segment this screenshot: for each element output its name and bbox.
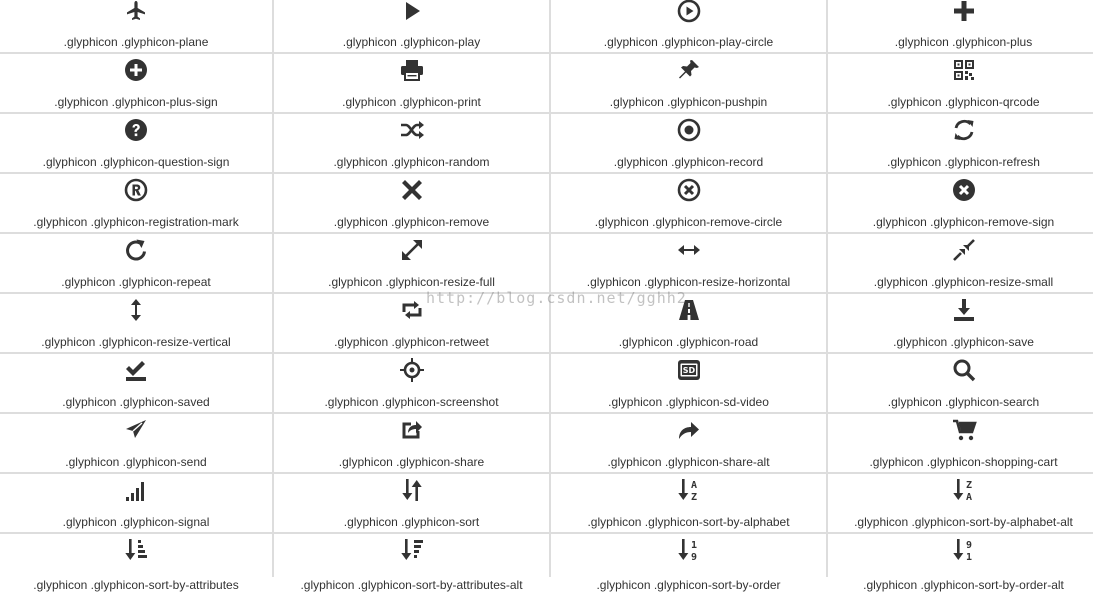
remove-icon <box>398 176 426 204</box>
glyph-cell <box>274 294 549 352</box>
glyph-cell <box>551 174 826 232</box>
glyph-cell <box>274 54 549 112</box>
search-icon <box>950 356 978 384</box>
glyph-cell <box>828 534 1093 595</box>
question-sign-icon <box>122 116 150 144</box>
glyph-class-label: .glyphicon .glyphicon-remove-circle <box>594 215 783 229</box>
save-icon <box>950 296 978 324</box>
glyph-class-label: .glyphicon .glyphicon-plus-sign <box>54 95 218 109</box>
glyph-class-label: .glyphicon .glyphicon-sd-video <box>608 395 769 409</box>
remove-sign-icon <box>950 176 978 204</box>
plus-icon <box>950 0 978 25</box>
svg-text:A: A <box>690 480 697 491</box>
plane-icon <box>122 0 150 25</box>
glyph-class-label: .glyphicon .glyphicon-record <box>613 155 764 169</box>
glyph-class-label: .glyphicon .glyphicon-remove <box>333 215 490 229</box>
glyph-cell <box>274 354 549 412</box>
remove-circle-icon <box>675 176 703 204</box>
glyph-class-label: .glyphicon .glyphicon-signal <box>62 515 210 529</box>
signal-icon <box>122 476 150 504</box>
glyph-cell <box>828 354 1093 412</box>
glyph-class-label: .glyphicon .glyphicon-sort-by-order <box>596 578 781 592</box>
play-icon <box>398 0 426 25</box>
qrcode-icon <box>950 56 978 84</box>
glyph-class-label: .glyphicon .glyphicon-road <box>618 335 759 349</box>
glyph-cell <box>551 534 826 595</box>
glyph-cell <box>0 54 272 112</box>
glyph-cell <box>551 414 826 472</box>
svg-text:9: 9 <box>690 552 697 563</box>
sort-by-attributes-alt-icon <box>398 536 426 564</box>
glyph-class-label: .glyphicon .glyphicon-print <box>342 95 481 109</box>
svg-text:1: 1 <box>690 540 697 551</box>
glyph-cell <box>274 234 549 292</box>
watermark: http://blog.csdn.net/gghh2 <box>426 289 687 307</box>
glyph-cell <box>551 294 826 352</box>
share-alt-icon <box>675 416 703 444</box>
glyph-class-label: .glyphicon .glyphicon-retweet <box>334 335 489 349</box>
glyph-class-label: .glyphicon .glyphicon-sort-by-attributes-alt <box>300 578 523 592</box>
svg-text:SD: SD <box>682 366 695 376</box>
glyph-class-label: .glyphicon .glyphicon-resize-vertical <box>41 335 231 349</box>
glyph-class-label: .glyphicon .glyphicon-search <box>887 395 1040 409</box>
saved-icon <box>122 356 150 384</box>
sort-by-alphabet-icon <box>675 476 703 504</box>
resize-vertical-icon <box>122 296 150 324</box>
glyph-class-label: .glyphicon .glyphicon-share <box>338 455 485 469</box>
glyph-class-label: .glyphicon .glyphicon-random <box>333 155 490 169</box>
glyph-class-label: .glyphicon .glyphicon-send <box>65 455 207 469</box>
glyph-cell <box>274 0 549 52</box>
resize-horizontal-icon <box>675 236 703 264</box>
sort-by-alphabet-alt-icon <box>950 476 978 504</box>
sort-by-attributes-icon <box>122 536 150 564</box>
glyph-cell <box>828 294 1093 352</box>
glyph-class-label: .glyphicon .glyphicon-play <box>342 35 481 49</box>
glyph-class-label: .glyphicon .glyphicon-play-circle <box>603 35 774 49</box>
glyph-class-label: .glyphicon .glyphicon-qrcode <box>887 95 1040 109</box>
random-icon <box>398 116 426 144</box>
glyph-class-label: .glyphicon .glyphicon-repeat <box>61 275 211 289</box>
glyph-cell <box>828 114 1093 172</box>
play-circle-icon <box>675 0 703 25</box>
glyph-class-label: .glyphicon .glyphicon-plane <box>63 35 209 49</box>
glyph-class-label: .glyphicon .glyphicon-share-alt <box>607 455 770 469</box>
glyph-class-label: .glyphicon .glyphicon-save <box>893 335 1034 349</box>
glyph-class-label: .glyphicon .glyphicon-resize-full <box>328 275 495 289</box>
refresh-icon <box>950 116 978 144</box>
sort-icon <box>398 476 426 504</box>
record-icon <box>675 116 703 144</box>
resize-small-icon <box>950 236 978 264</box>
glyph-cell <box>828 474 1093 532</box>
glyph-class-label: .glyphicon .glyphicon-sort <box>343 515 480 529</box>
resize-full-icon <box>398 236 426 264</box>
glyph-cell <box>551 0 826 52</box>
pushpin-icon <box>675 56 703 84</box>
glyph-cell <box>0 414 272 472</box>
glyph-cell <box>0 294 272 352</box>
glyph-cell <box>0 174 272 232</box>
svg-text:Z: Z <box>690 492 697 503</box>
glyph-cell <box>0 474 272 532</box>
glyph-class-label: .glyphicon .glyphicon-resize-small <box>873 275 1054 289</box>
repeat-icon <box>122 236 150 264</box>
glyph-class-label: .glyphicon .glyphicon-plus <box>894 35 1033 49</box>
glyph-cell <box>551 354 826 412</box>
glyph-class-label: .glyphicon .glyphicon-refresh <box>887 155 1040 169</box>
glyph-class-label: .glyphicon .glyphicon-sort-by-attributes <box>33 578 239 592</box>
svg-text:Z: Z <box>965 480 972 491</box>
glyph-cell <box>828 414 1093 472</box>
screenshot-icon <box>398 356 426 384</box>
glyph-class-label: .glyphicon .glyphicon-remove-sign <box>872 215 1055 229</box>
glyph-class-label: .glyphicon .glyphicon-registration-mark <box>33 215 239 229</box>
glyph-cell <box>0 234 272 292</box>
retweet-icon <box>398 296 426 324</box>
glyph-cell <box>0 0 272 52</box>
sort-by-order-alt-icon <box>950 536 978 564</box>
glyph-cell <box>274 414 549 472</box>
glyph-class-label: .glyphicon .glyphicon-sort-by-order-alt <box>863 578 1064 592</box>
sort-by-order-icon <box>675 536 703 564</box>
glyph-cell <box>551 54 826 112</box>
send-icon <box>122 416 150 444</box>
glyph-class-label: .glyphicon .glyphicon-resize-horizontal <box>586 275 791 289</box>
glyph-cell <box>828 0 1093 52</box>
svg-text:9: 9 <box>965 540 972 551</box>
glyph-cell <box>551 234 826 292</box>
print-icon <box>398 56 426 84</box>
glyph-class-label: .glyphicon .glyphicon-saved <box>62 395 210 409</box>
svg-text:1: 1 <box>965 552 972 563</box>
glyph-cell <box>551 474 826 532</box>
glyph-cell <box>274 174 549 232</box>
glyph-class-label: .glyphicon .glyphicon-question-sign <box>42 155 230 169</box>
svg-text:A: A <box>965 492 972 503</box>
glyph-class-label: .glyphicon .glyphicon-sort-by-alphabet <box>587 515 790 529</box>
glyph-class-label: .glyphicon .glyphicon-pushpin <box>609 95 768 109</box>
glyph-class-label: .glyphicon .glyphicon-sort-by-alphabet-alt <box>854 515 1073 529</box>
glyph-cell <box>274 474 549 532</box>
glyph-cell <box>828 234 1093 292</box>
glyph-cell <box>551 114 826 172</box>
glyph-cell <box>828 54 1093 112</box>
glyph-cell <box>0 534 272 595</box>
plus-sign-icon <box>122 56 150 84</box>
sd-video-icon <box>675 356 703 384</box>
glyph-class-label: .glyphicon .glyphicon-screenshot <box>324 395 499 409</box>
glyph-cell <box>828 174 1093 232</box>
glyph-cell <box>274 534 549 595</box>
share-icon <box>398 416 426 444</box>
registration-mark-icon <box>122 176 150 204</box>
glyph-class-label: .glyphicon .glyphicon-shopping-cart <box>869 455 1058 469</box>
glyph-cell <box>0 354 272 412</box>
glyph-cell <box>274 114 549 172</box>
road-icon <box>675 296 703 324</box>
glyph-cell <box>0 114 272 172</box>
shopping-cart-icon <box>950 416 978 444</box>
